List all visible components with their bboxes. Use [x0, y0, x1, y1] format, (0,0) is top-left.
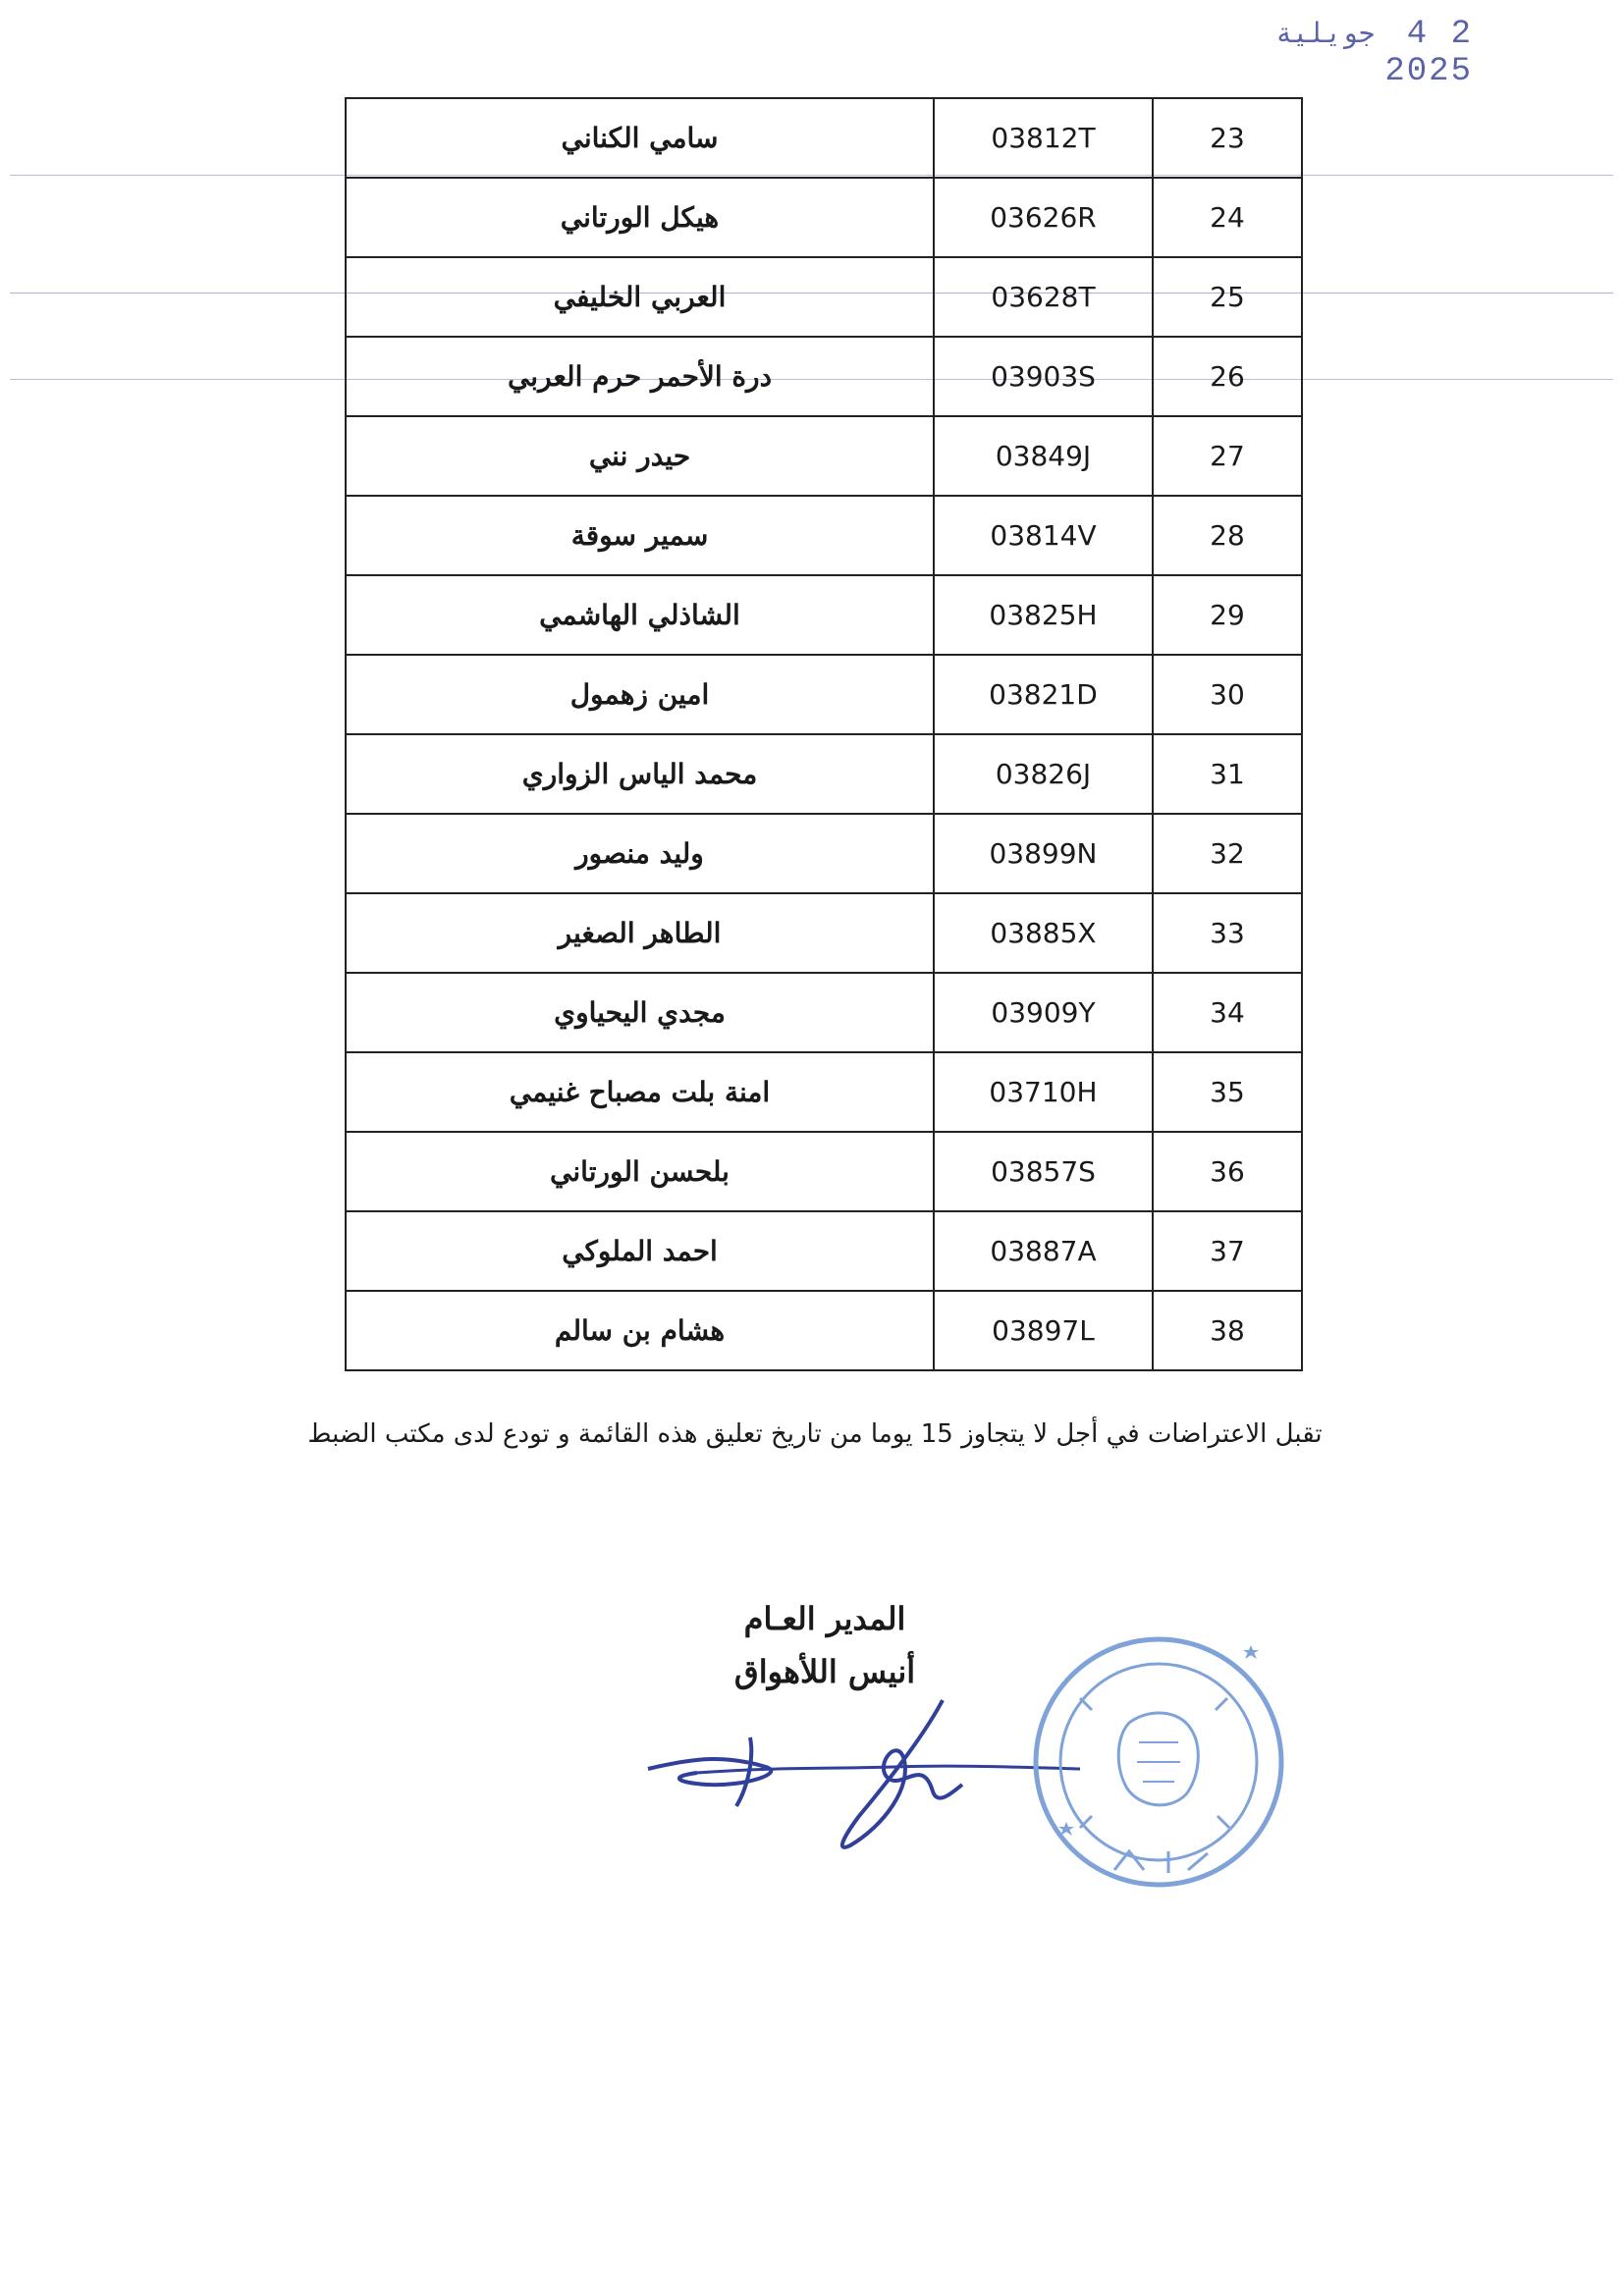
date-year: 2025 [1384, 53, 1473, 90]
row-code: 03885X [934, 893, 1153, 973]
row-code: 03909Y [934, 973, 1153, 1052]
row-name: العربي الخليفي [346, 257, 934, 337]
row-name: امنة بلت مصباح غنيمي [346, 1052, 934, 1132]
row-number: 36 [1153, 1132, 1302, 1211]
row-number: 35 [1153, 1052, 1302, 1132]
candidates-table [345, 97, 1303, 1371]
row-code: 03826J [934, 734, 1153, 814]
row-name: امين زهمول [346, 655, 934, 734]
row-number: 28 [1153, 496, 1302, 575]
table-row [346, 734, 1302, 814]
table-row [346, 973, 1302, 1052]
row-code: 03857S [934, 1132, 1153, 1211]
table-row [346, 496, 1302, 575]
table-row [346, 893, 1302, 973]
table-row [346, 1291, 1302, 1370]
table-body [346, 98, 1302, 1370]
signatory-name: أنيس اللأهواق [733, 1653, 916, 1690]
official-seal [1021, 1620, 1296, 1904]
row-name: حيدر نني [346, 416, 934, 496]
table-row [346, 257, 1302, 337]
row-name: سامي الكناني [346, 98, 934, 178]
table-row [346, 337, 1302, 416]
row-name: سمير سوقة [346, 496, 934, 575]
row-name: بلحسن الورتاني [346, 1132, 934, 1211]
row-code: 03899N [934, 814, 1153, 893]
table-row [346, 178, 1302, 257]
objection-note: تقبل الاعتراضات في أجل لا يتجاوز 15 يوما من تاريخ تعليق هذه القائمة و تودع لدى مكتب الضبط [307, 1419, 1323, 1449]
row-number: 31 [1153, 734, 1302, 814]
date-stamp [1257, 16, 1473, 90]
row-number: 38 [1153, 1291, 1302, 1370]
row-number: 30 [1153, 655, 1302, 734]
table-row [346, 98, 1302, 178]
row-name: محمد الياس الزواري [346, 734, 934, 814]
row-number: 29 [1153, 575, 1302, 655]
date-month: جويلية [1275, 21, 1376, 51]
row-code: 03849J [934, 416, 1153, 496]
row-code: 03825H [934, 575, 1153, 655]
date-day: 2 4 [1406, 16, 1473, 53]
row-code: 03897L [934, 1291, 1153, 1370]
row-code: 03628T [934, 257, 1153, 337]
table-row [346, 1052, 1302, 1132]
row-code: 03710H [934, 1052, 1153, 1132]
row-code: 03821D [934, 655, 1153, 734]
row-code: 03814V [934, 496, 1153, 575]
row-number: 23 [1153, 98, 1302, 178]
row-number: 24 [1153, 178, 1302, 257]
table-row [346, 1211, 1302, 1291]
row-code: 03626R [934, 178, 1153, 257]
row-name: مجدي اليحياوي [346, 973, 934, 1052]
row-number: 37 [1153, 1211, 1302, 1291]
row-name: الشاذلي الهاشمي [346, 575, 934, 655]
table-row [346, 416, 1302, 496]
row-number: 32 [1153, 814, 1302, 893]
row-name: درة الأحمر حرم العربي [346, 337, 934, 416]
row-name: هشام بن سالم [346, 1291, 934, 1370]
signatory-block [687, 1600, 962, 1706]
row-name: الطاهر الصغير [346, 893, 934, 973]
row-number: 34 [1153, 973, 1302, 1052]
row-code: 03903S [934, 337, 1153, 416]
row-code: 03812T [934, 98, 1153, 178]
signatory-title: المدير العـام [743, 1600, 906, 1637]
row-number: 25 [1153, 257, 1302, 337]
row-name: احمد الملوكي [346, 1211, 934, 1291]
table-row [346, 814, 1302, 893]
row-name: هيكل الورتاني [346, 178, 934, 257]
row-code: 03887A [934, 1211, 1153, 1291]
row-number: 26 [1153, 337, 1302, 416]
table-row [346, 1132, 1302, 1211]
row-name: وليد منصور [346, 814, 934, 893]
row-number: 33 [1153, 893, 1302, 973]
table-row [346, 655, 1302, 734]
row-number: 27 [1153, 416, 1302, 496]
table-row [346, 575, 1302, 655]
